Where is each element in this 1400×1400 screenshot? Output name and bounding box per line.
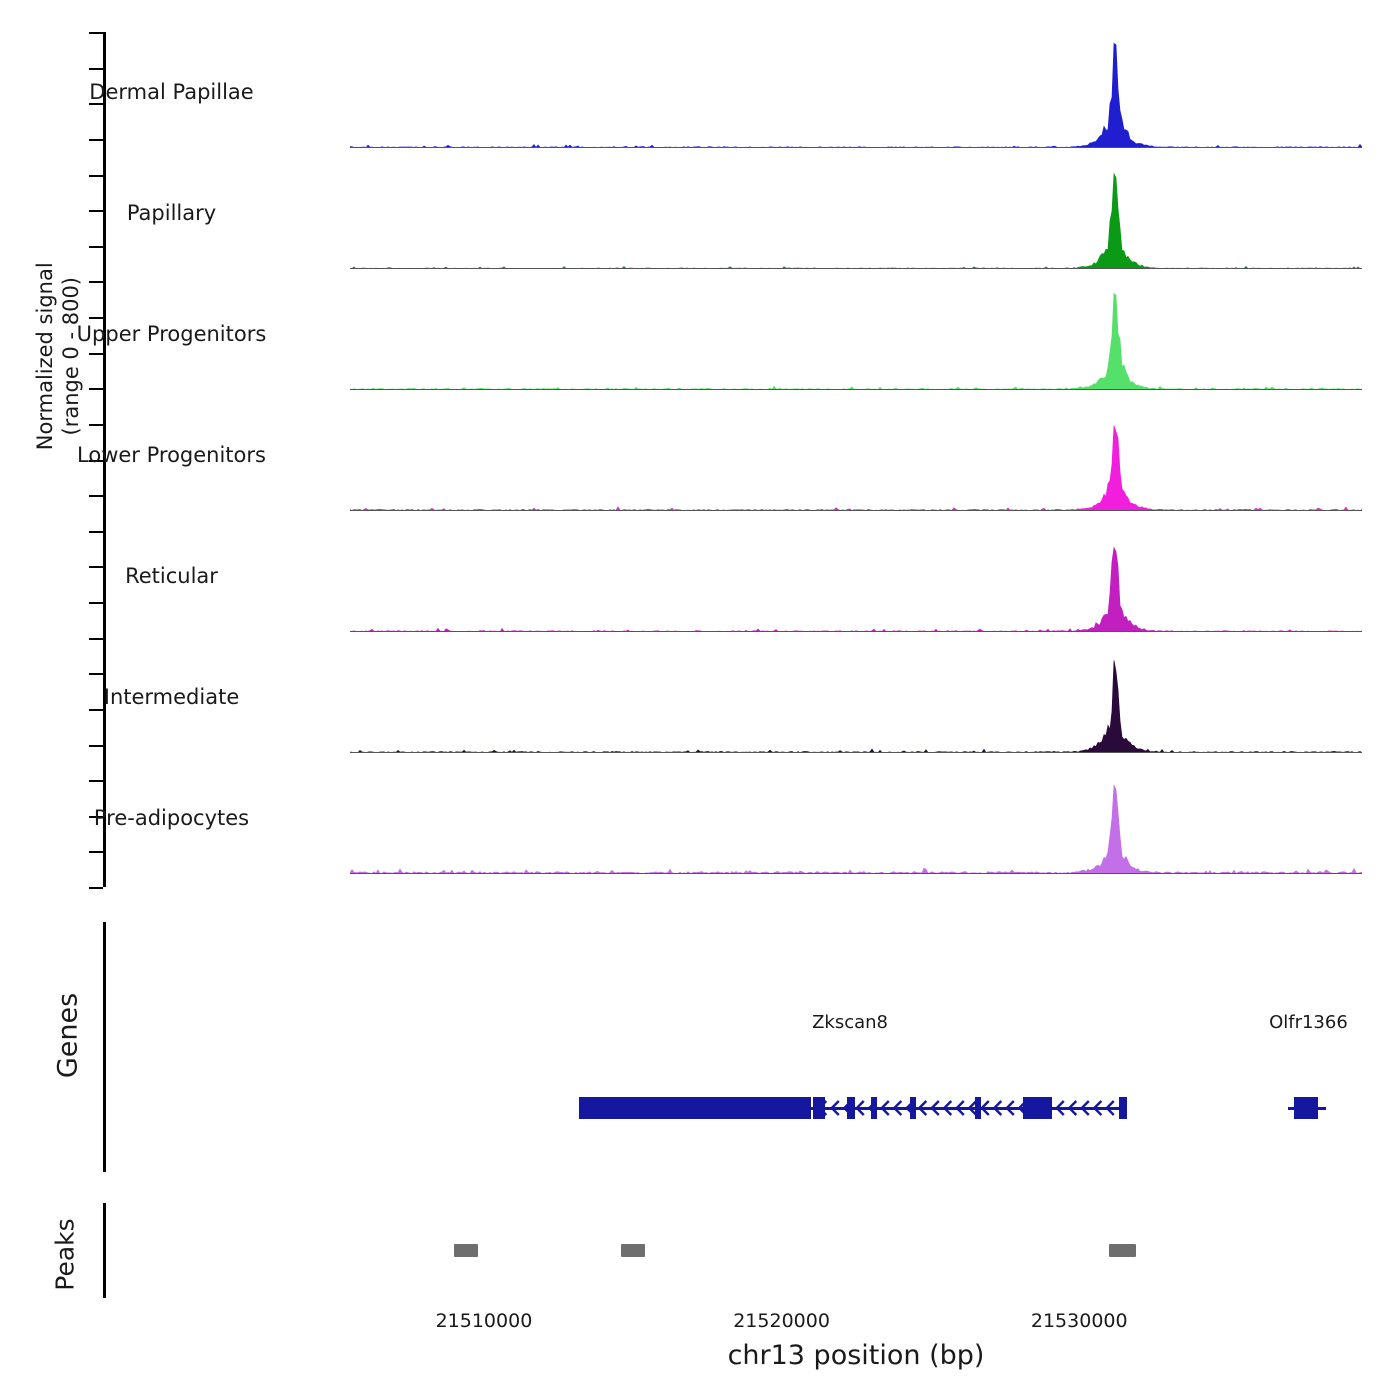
gene-label: Olfr1366 bbox=[1269, 1012, 1348, 1033]
signal-axis-tick bbox=[89, 139, 103, 141]
track-label: Pre-adipocytes bbox=[93, 806, 250, 830]
track-baseline bbox=[350, 510, 1362, 511]
track-baseline bbox=[350, 752, 1362, 753]
track-baseline bbox=[350, 268, 1362, 269]
signal-axis-label-line1: Normalized signal bbox=[32, 262, 57, 451]
peaks-axis-label: Peaks bbox=[50, 1218, 80, 1291]
track-baseline bbox=[350, 147, 1362, 148]
signal-track-intermediate bbox=[350, 645, 1362, 753]
signal-track-lower-progenitors bbox=[350, 403, 1362, 511]
peak-region bbox=[454, 1244, 478, 1257]
track-signal-curve bbox=[350, 161, 1362, 269]
signal-axis-tick bbox=[89, 851, 103, 853]
signal-track-reticular bbox=[350, 524, 1362, 632]
track-signal-curve bbox=[350, 282, 1362, 390]
signal-axis-label-line2: (range 0 - 800) bbox=[59, 277, 83, 436]
genes-panel-spine bbox=[103, 922, 106, 1172]
track-signal-curve bbox=[350, 40, 1362, 148]
peaks-panel-spine bbox=[103, 1203, 106, 1298]
track-baseline bbox=[350, 631, 1362, 632]
signal-axis-tick bbox=[89, 531, 103, 533]
signal-axis-tick bbox=[89, 175, 103, 177]
track-signal-curve bbox=[350, 403, 1362, 511]
track-baseline bbox=[350, 873, 1362, 874]
gene-exon-block bbox=[1294, 1097, 1319, 1119]
signal-track-papillary bbox=[350, 161, 1362, 269]
signal-track-upper-progenitors bbox=[350, 282, 1362, 390]
gene-label: Zkscan8 bbox=[812, 1012, 889, 1033]
track-label: Reticular bbox=[125, 564, 218, 588]
signal-axis-tick bbox=[89, 32, 103, 34]
x-axis-tick-label: 21510000 bbox=[435, 1310, 533, 1332]
peak-region bbox=[621, 1244, 645, 1257]
track-label: Upper Progenitors bbox=[76, 322, 267, 346]
signal-axis-tick bbox=[89, 638, 103, 640]
signal-axis-tick bbox=[89, 353, 103, 355]
signal-axis-tick bbox=[89, 745, 103, 747]
signal-axis-tick bbox=[89, 495, 103, 497]
track-baseline bbox=[350, 389, 1362, 390]
signal-axis-tick bbox=[89, 887, 103, 889]
signal-axis-tick bbox=[89, 602, 103, 604]
track-label: Papillary bbox=[126, 201, 217, 225]
track-signal-curve bbox=[350, 766, 1362, 874]
signal-axis-tick bbox=[89, 68, 103, 70]
track-label: Intermediate bbox=[103, 685, 240, 709]
x-axis-tick-label: 21530000 bbox=[1030, 1310, 1128, 1332]
signal-axis-tick bbox=[89, 317, 103, 319]
signal-axis-tick bbox=[89, 673, 103, 675]
track-signal-curve bbox=[350, 645, 1362, 753]
signal-axis-tick bbox=[89, 246, 103, 248]
x-axis bbox=[350, 1302, 1362, 1304]
signal-axis-tick bbox=[89, 388, 103, 390]
signal-track-dermal-papillae bbox=[350, 40, 1362, 148]
signal-track-pre-adipocytes bbox=[350, 766, 1362, 874]
x-axis-title: chr13 position (bp) bbox=[727, 1340, 985, 1371]
x-axis-tick-label: 21520000 bbox=[733, 1310, 830, 1332]
signal-axis-tick bbox=[89, 281, 103, 283]
track-label: Dermal Papillae bbox=[89, 80, 254, 104]
peak-region bbox=[1109, 1244, 1136, 1257]
signal-axis-tick bbox=[89, 424, 103, 426]
track-signal-curve bbox=[350, 524, 1362, 632]
gene-strand-arrows bbox=[0, 1088, 1400, 1128]
signal-axis-tick bbox=[89, 780, 103, 782]
signal-axis-tick bbox=[89, 709, 103, 711]
genes-axis-label: Genes bbox=[52, 992, 84, 1079]
track-label: Lower Progenitors bbox=[77, 443, 266, 467]
